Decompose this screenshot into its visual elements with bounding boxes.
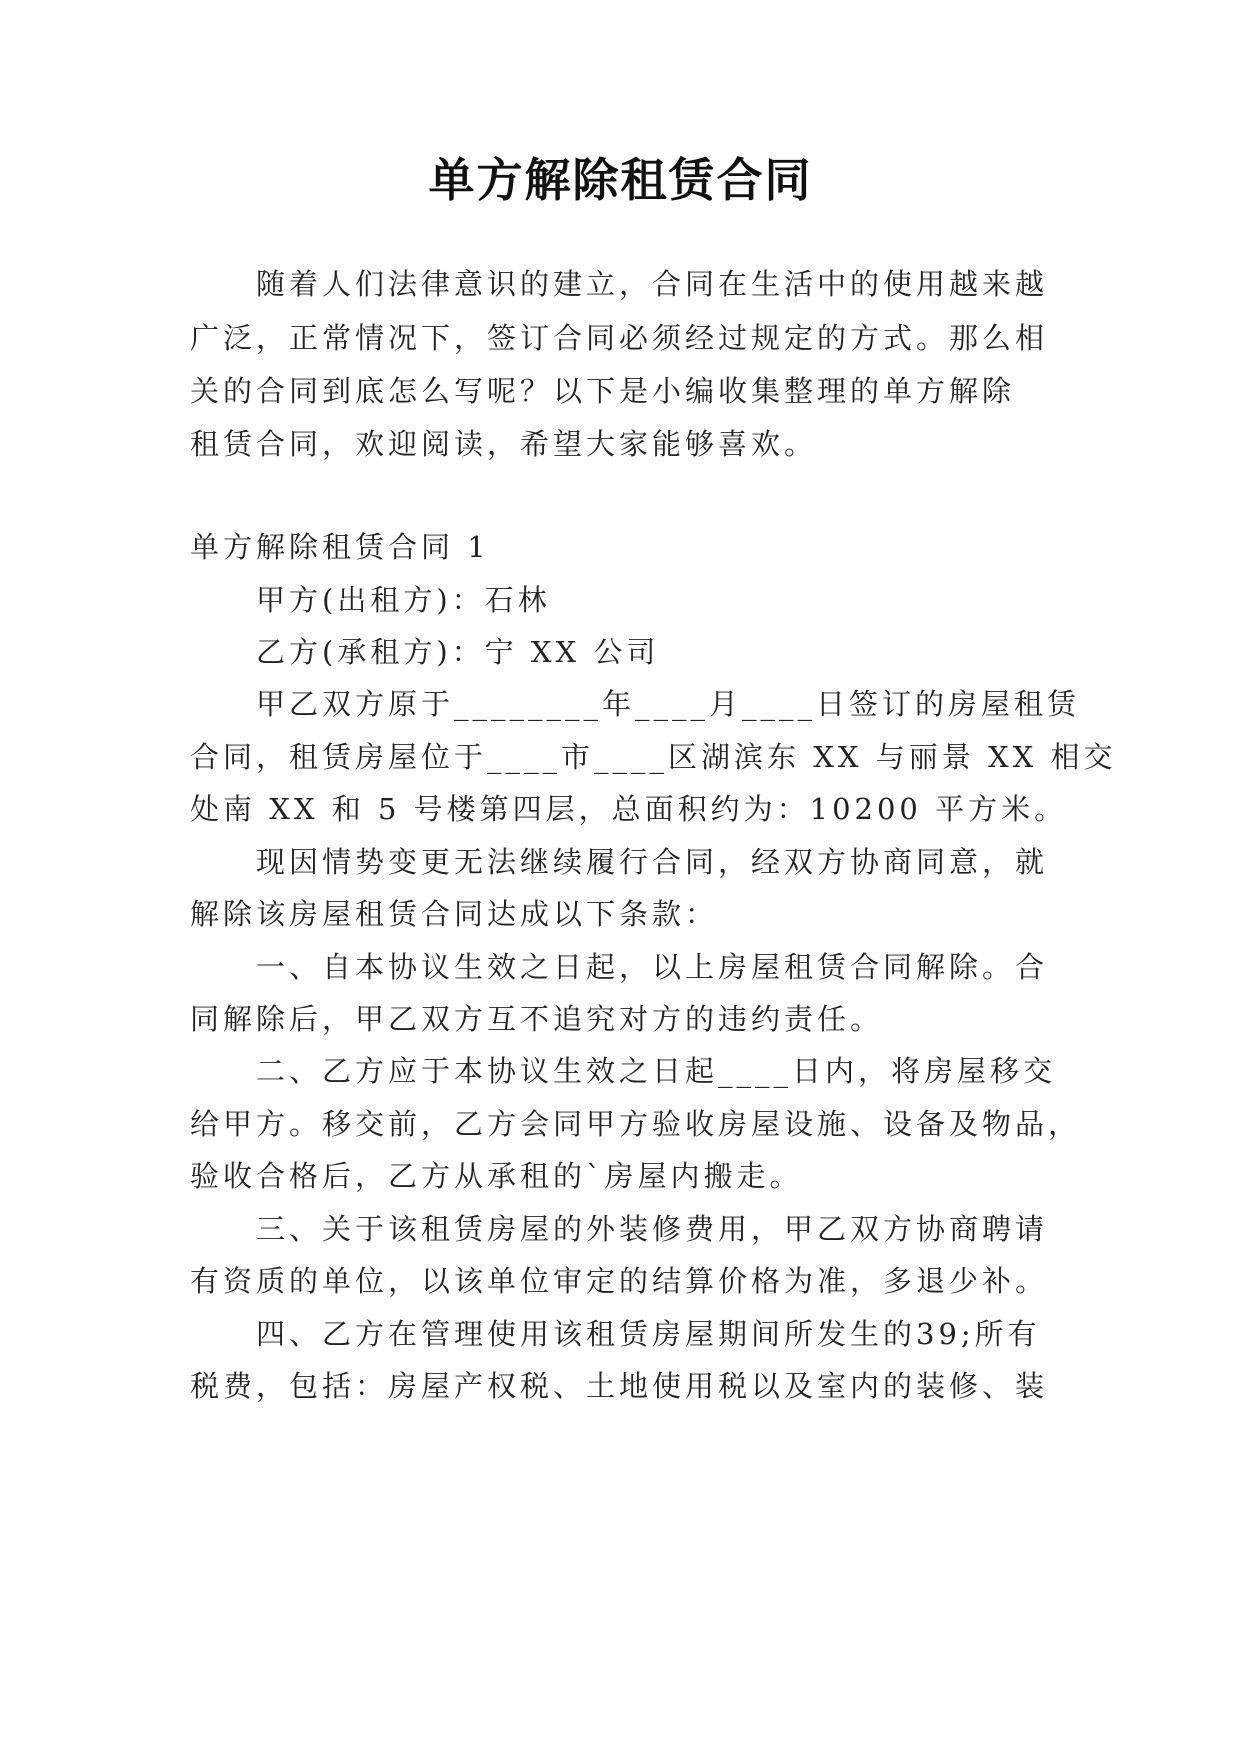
clause-4-line: 四、乙方在管理使用该租赁房屋期间所发生的39;所有 bbox=[256, 1317, 1041, 1351]
clause-2-line: 验收合格后，乙方从承租的`房屋内搬走。 bbox=[190, 1159, 803, 1193]
clause-1-line: 一、自本协议生效之日起，以上房屋租赁合同解除。合 bbox=[256, 950, 1049, 984]
clause-2-line: 给甲方。移交前，乙方会同甲方验收房屋设施、设备及物品， bbox=[190, 1107, 1082, 1141]
intro-line: 随着人们法律意识的建立，合同在生活中的使用越来越 bbox=[256, 267, 1049, 301]
section-heading: 单方解除租赁合同 1 bbox=[190, 530, 490, 564]
intro-line: 租赁合同，欢迎阅读，希望大家能够喜欢。 bbox=[190, 427, 818, 461]
body-line: 处南 XX 和 5 号楼第四层，总面积约为：10200 平方米。 bbox=[190, 792, 1068, 826]
body-line: 现因情势变更无法继续履行合同，经双方协商同意，就 bbox=[256, 845, 1049, 879]
clause-3-line: 有资质的单位，以该单位审定的结算价格为准，多退少补。 bbox=[190, 1264, 1049, 1298]
body-line: 甲乙双方原于________年____月____日签订的房屋租赁 bbox=[256, 687, 1081, 721]
party-a-line: 甲方(出租方)：石林 bbox=[256, 583, 551, 617]
clause-2-line: 二、乙方应于本协议生效之日起____日内，将房屋移交 bbox=[256, 1054, 1057, 1088]
clause-3-line: 三、关于该租赁房屋的外装修费用，甲乙双方协商聘请 bbox=[256, 1212, 1049, 1246]
clause-4-line: 税费，包括：房屋产权税、土地使用税以及室内的装修、装 bbox=[190, 1369, 1049, 1403]
body-line: 解除该房屋租赁合同达成以下条款： bbox=[190, 897, 719, 931]
clause-1-line: 同解除后，甲乙双方互不追究对方的违约责任。 bbox=[190, 1002, 884, 1036]
body-line: 合同，租赁房屋位于____市____区湖滨东 XX 与丽景 XX 相交 bbox=[190, 740, 1117, 774]
document-title: 单方解除租赁合同 bbox=[428, 153, 813, 207]
party-b-line: 乙方(承租方)：宁 XX 公司 bbox=[256, 635, 660, 669]
intro-line: 关的合同到底怎么写呢？以下是小编收集整理的单方解除 bbox=[190, 374, 1016, 408]
intro-line: 广泛，正常情况下，签订合同必须经过规定的方式。那么相 bbox=[190, 321, 1049, 355]
